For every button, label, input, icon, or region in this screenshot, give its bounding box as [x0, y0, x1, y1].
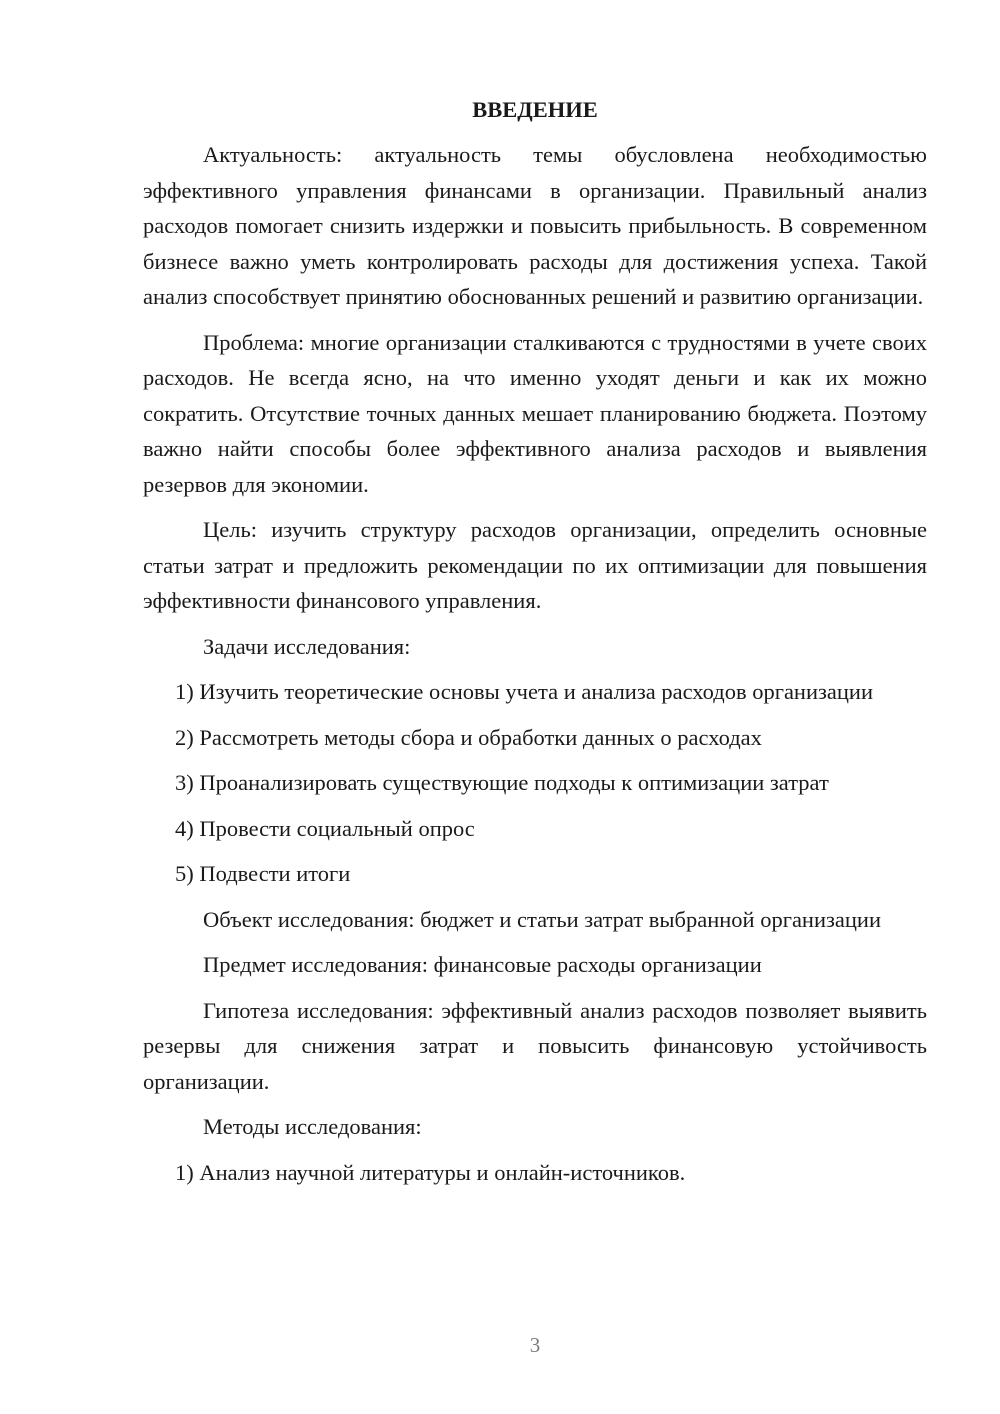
task-item-3: 3) Проанализировать существующие подходы к оптимизации затрат — [175, 770, 829, 795]
subject-paragraph: Предмет исследования: финансовые расходы организации — [203, 952, 762, 977]
task-item-1: 1) Изучить теоретические основы учета и анализа расходов организации — [175, 679, 874, 704]
task-item-2: 2) Рассмотреть методы сбора и обработки данных о расходах — [175, 724, 762, 750]
task-item-4: 4) Провести социальный опрос — [175, 815, 475, 841]
method-item-1: 1) Анализ научной литературы и онлайн-источников. — [175, 1159, 686, 1185]
problem-paragraph: Проблема: многие организации сталкиваются с трудностями в учете своих расходов. Не всегда ясно, на что именно уходят деньги и как их можно сократить. Отсутствие точных данных мешает планированию бюджета. Поэтому важно найти способы более эффективного анализа расходов и выявления резервов для экономии. — [143, 329, 927, 497]
goal-paragraph: Цель: изучить структуру расходов организации, определить основные статьи затрат и предложить рекомендации по их оптимизации для повышения эффективности финансового управления. — [143, 517, 927, 613]
relevance-paragraph: Актуальность: актуальность темы обусловлена необходимостью эффективного управления финансами в организации. Правильный анализ расходов помогает снизить издержки и повысить прибыльность. В современном бизнесе важно уметь контролировать расходы для достижения успеха. Такой анализ способствует принятию обоснованных решений и развитию организации. — [143, 142, 927, 309]
page-body — [143, 95, 927, 1200]
object-paragraph: Объект исследования: бюджет и статьи затрат выбранной организации — [203, 906, 882, 932]
task-item-5: 5) Подвести итоги — [175, 861, 351, 886]
section-title: ВВЕДЕНИЕ — [472, 97, 598, 122]
page-number: 3 — [529, 1333, 541, 1357]
hypothesis-paragraph: Гипотеза исследования: эффективный анализ расходов позволяет выявить резервы для снижения затрат и повысить финансовую устойчивость организации. — [143, 997, 927, 1094]
tasks-heading: Задачи исследования: — [203, 633, 411, 659]
methods-heading: Методы исследования: — [203, 1114, 422, 1139]
